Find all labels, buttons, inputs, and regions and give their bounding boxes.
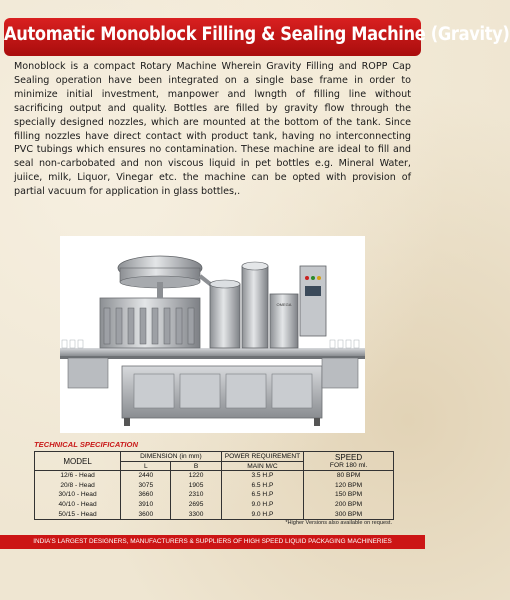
cell-b: 2695 <box>171 500 221 510</box>
header-model: MODEL <box>35 452 121 471</box>
cell-l: 3600 <box>121 509 171 519</box>
page-title: Automatic Monoblock Filling & Sealing Machine (Gravity) <box>4 22 510 45</box>
cell-model: 40/10 - Head <box>35 500 121 510</box>
cell-model: 30/10 - Head <box>35 490 121 500</box>
spec-heading: TECHNICAL SPECIFICATION <box>34 440 138 449</box>
header-b: B <box>171 462 221 471</box>
cell-speed: 300 BPM <box>304 509 394 519</box>
header-dimension: DIMENSION (in mm) <box>121 452 222 462</box>
cell-b: 3300 <box>171 509 221 519</box>
cell-b: 1220 <box>171 471 221 481</box>
cell-power: 6.5 H.P <box>221 481 304 491</box>
cell-speed: 200 BPM <box>304 500 394 510</box>
table-row <box>35 481 394 491</box>
intro-paragraph: Monoblock is a compact Rotary Machine Wherein Gravity Filling and ROPP Cap Sealing operation have been integrated on a single base frame in order to minimize initial investment, manpower and lwngth of filling line without sacrificing output and quality. Bottles are filled by gravity flow through the specially designed nozzles, which are mounted at the bottom of the tank. Since filling nozzles have direct contact with product tank, having no interconnecting PVC tubings which ensures no contamination. These machine are ideal to fill and seal non-carbobated and non viscous liquid in pet bottles e.g. Mineral Water, juiice, milk, Liquor, Vinegar etc. the machine can be opted with provision of partial vacuum for application in glass bottles,. <box>14 61 411 198</box>
machine-illustration <box>60 236 365 433</box>
header-l: L <box>121 462 171 471</box>
cell-l: 3075 <box>121 481 171 491</box>
cell-model: 20/8 - Head <box>35 481 121 491</box>
sealing-turret <box>242 266 268 348</box>
cell-b: 2310 <box>171 490 221 500</box>
table-row <box>35 471 394 481</box>
cell-power: 9.0 H.P <box>221 509 304 519</box>
footer-bar: INDIA'S LARGEST DESIGNERS, MANUFACTURERS & SUPPLIERS OF HIGH SPEED LIQUID PACKAGING MACHINERIES <box>0 535 425 549</box>
footnote: *Higher Versions also available on request. <box>285 520 392 526</box>
cell-power: 3.5 H.P <box>221 471 304 481</box>
machine-brand-label: OMEGA <box>276 302 292 307</box>
cell-l: 2440 <box>121 471 171 481</box>
machine-photo <box>60 236 365 433</box>
cell-speed: 80 BPM <box>304 471 394 481</box>
cell-b: 1905 <box>171 481 221 491</box>
cell-power: 9.0 H.P <box>221 500 304 510</box>
cell-power: 6.5 H.P <box>221 490 304 500</box>
table-row <box>35 509 394 519</box>
conveyor <box>60 348 365 356</box>
cell-l: 3910 <box>121 500 171 510</box>
table-row <box>35 490 394 500</box>
header-power-sub: MAIN M/C <box>221 462 304 471</box>
cell-l: 3660 <box>121 490 171 500</box>
cell-speed: 150 BPM <box>304 490 394 500</box>
spec-table <box>34 451 394 520</box>
cell-model: 12/6 - Head <box>35 471 121 481</box>
header-power: POWER REQUIREMENT <box>221 452 304 462</box>
header-speed-sub: FOR 180 ml. <box>329 462 368 469</box>
cell-speed: 120 BPM <box>304 481 394 491</box>
header-speed <box>304 452 394 471</box>
header-speed-label: SPEED <box>335 453 363 462</box>
cell-model: 50/15 - Head <box>35 509 121 519</box>
table-row <box>35 500 394 510</box>
title-banner <box>4 18 510 56</box>
filling-carousel <box>100 298 200 348</box>
